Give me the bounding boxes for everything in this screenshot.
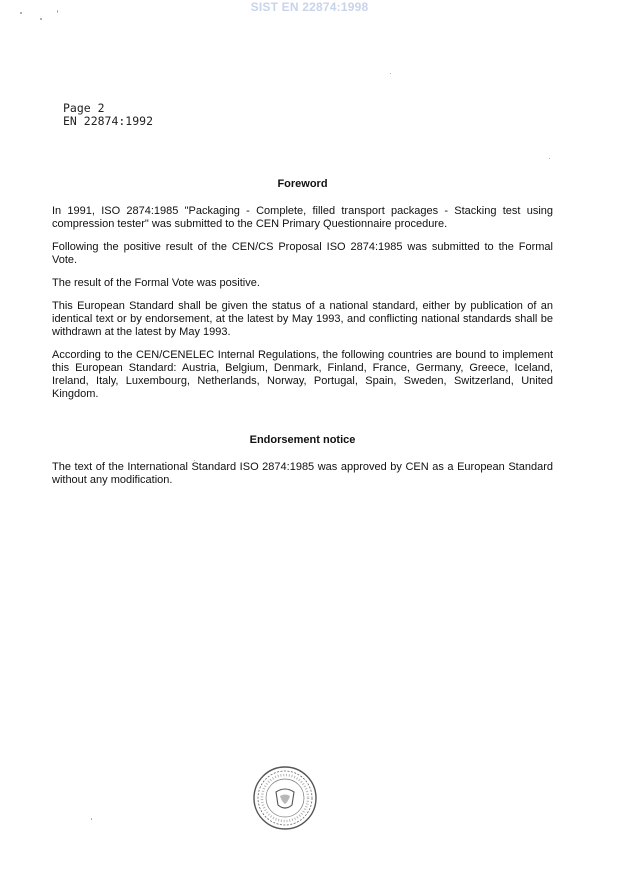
document-id: EN 22874:1992 xyxy=(63,114,154,128)
foreword-paragraph-2: Following the positive result of the CEN/CS Proposal ISO 2874:1985 was submitted to the Formal Vote. xyxy=(52,241,553,266)
scan-speck xyxy=(390,73,391,74)
scan-speck xyxy=(40,18,42,20)
foreword-heading: Foreword xyxy=(277,178,328,190)
document-body xyxy=(52,178,553,497)
page-number: Page 2 xyxy=(63,101,105,115)
endorsement-heading: Endorsement notice xyxy=(249,434,356,446)
scan-speck xyxy=(91,818,92,820)
scan-speck xyxy=(549,158,550,159)
foreword-paragraph-4: This European Standard shall be given the status of a national standard, either by publication of an identical text or by endorsement, at the latest by May 1993, and conflicting national standards shall be withdrawn at the latest by May 1993. xyxy=(52,300,553,338)
scan-speck xyxy=(57,10,58,13)
endorsement-text: The text of the International Standard ISO 2874:1985 was approved by CEN as a European Standard without any modification. xyxy=(52,461,553,486)
scan-speck xyxy=(194,460,195,461)
official-seal-stamp-icon xyxy=(252,765,318,831)
scan-speck xyxy=(20,12,22,14)
watermark: SIST EN 22874:1998 xyxy=(250,0,369,14)
foreword-paragraph-5: According to the CEN/CENELEC Internal Regulations, the following countries are bound to implement this European Standard: Austria, Belgium, Denmark, Finland, France, Germany, Greece, Iceland, Ireland, Italy, Luxembourg, Netherlands, Norway, Portugal, Spain, Sweden, Switzerland, United Kingdom. xyxy=(52,349,553,400)
page-header xyxy=(63,102,153,128)
foreword-paragraph-1: In 1991, ISO 2874:1985 "Packaging - Complete, filled transport packages - Stacking test using compression tester" was submitted to the CEN Primary Questionnaire procedure. xyxy=(52,205,553,230)
foreword-paragraph-3: The result of the Formal Vote was positive. xyxy=(52,277,260,289)
